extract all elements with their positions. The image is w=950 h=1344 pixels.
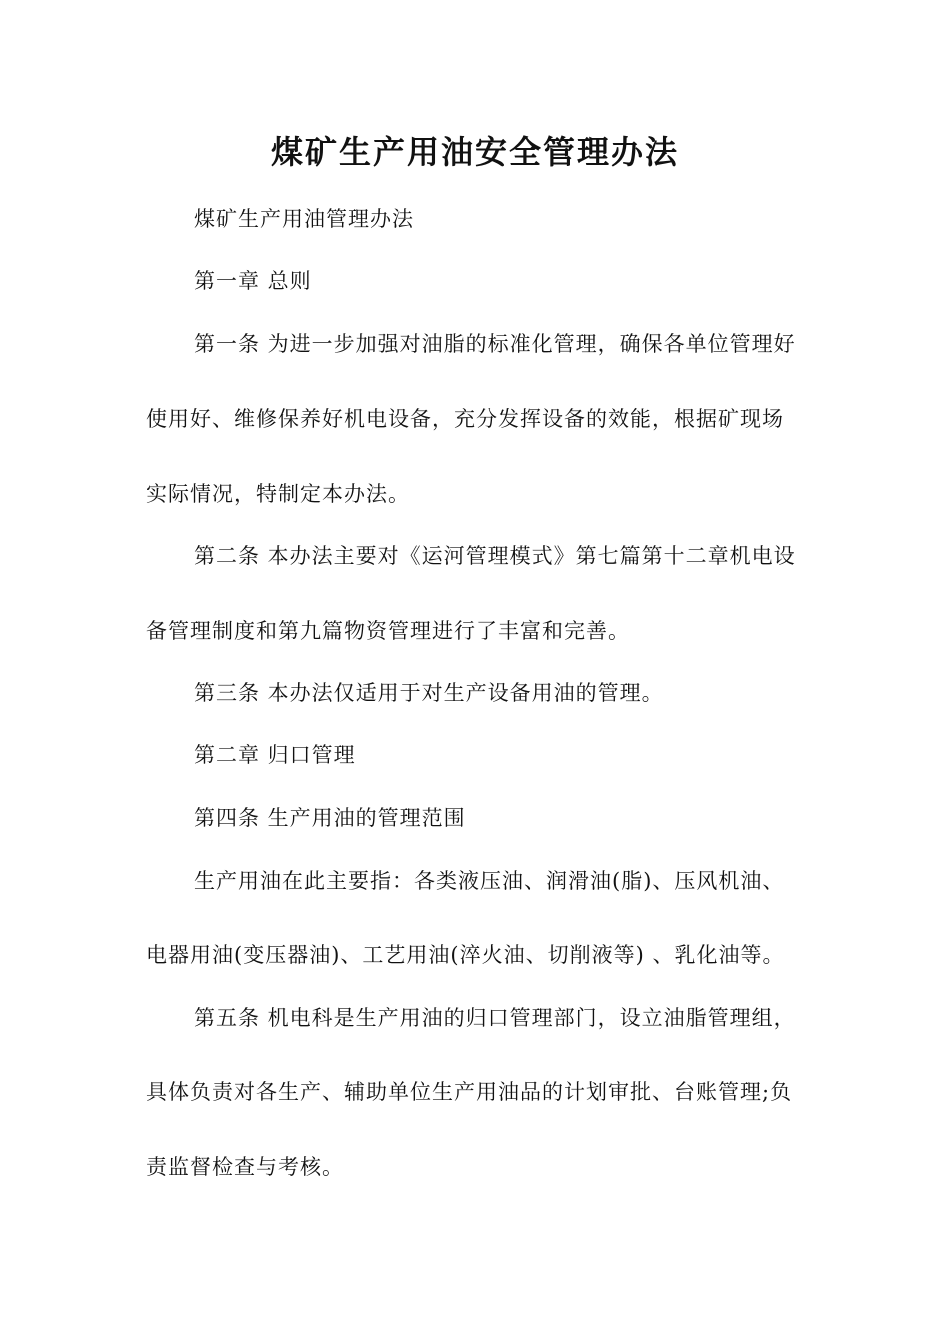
paragraph-line: 具体负责对各生产、辅助单位生产用油品的计划审批、台账管理;负 [146,1080,793,1104]
subtitle-line: 煤矿生产用油管理办法 [194,207,414,231]
paragraph-line: 第四条 生产用油的管理范围 [194,806,466,830]
paragraph-line: 第一条 为进一步加强对油脂的标准化管理，确保各单位管理好 [194,332,796,356]
paragraph-line: 生产用油在此主要指：各类液压油、润滑油(脂)、压风机油、 [194,869,785,893]
paragraph-line: 电器用油(变压器油)、工艺用油(淬火油、切削液等) 、乳化油等。 [146,943,785,967]
paragraph-line: 第三条 本办法仅适用于对生产设备用油的管理。 [194,681,664,705]
paragraph-line: 第五条 机电科是生产用油的归口管理部门，设立油脂管理组， [194,1006,796,1030]
paragraph-line: 责监督检查与考核。 [146,1155,344,1179]
chapter-heading: 第二章 归口管理 [194,743,356,767]
paragraph-line: 实际情况，特制定本办法。 [146,482,410,506]
paragraph-line: 第二条 本办法主要对《运河管理模式》第七篇第十二章机电设 [194,544,796,568]
chapter-heading: 第一章 总则 [194,269,312,293]
paragraph-line: 使用好、维修保养好机电设备，充分发挥设备的效能，根据矿现场 [146,407,784,431]
document-title: 煤矿生产用油安全管理办法 [270,133,679,171]
paragraph-line: 备管理制度和第九篇物资管理进行了丰富和完善。 [146,619,630,643]
